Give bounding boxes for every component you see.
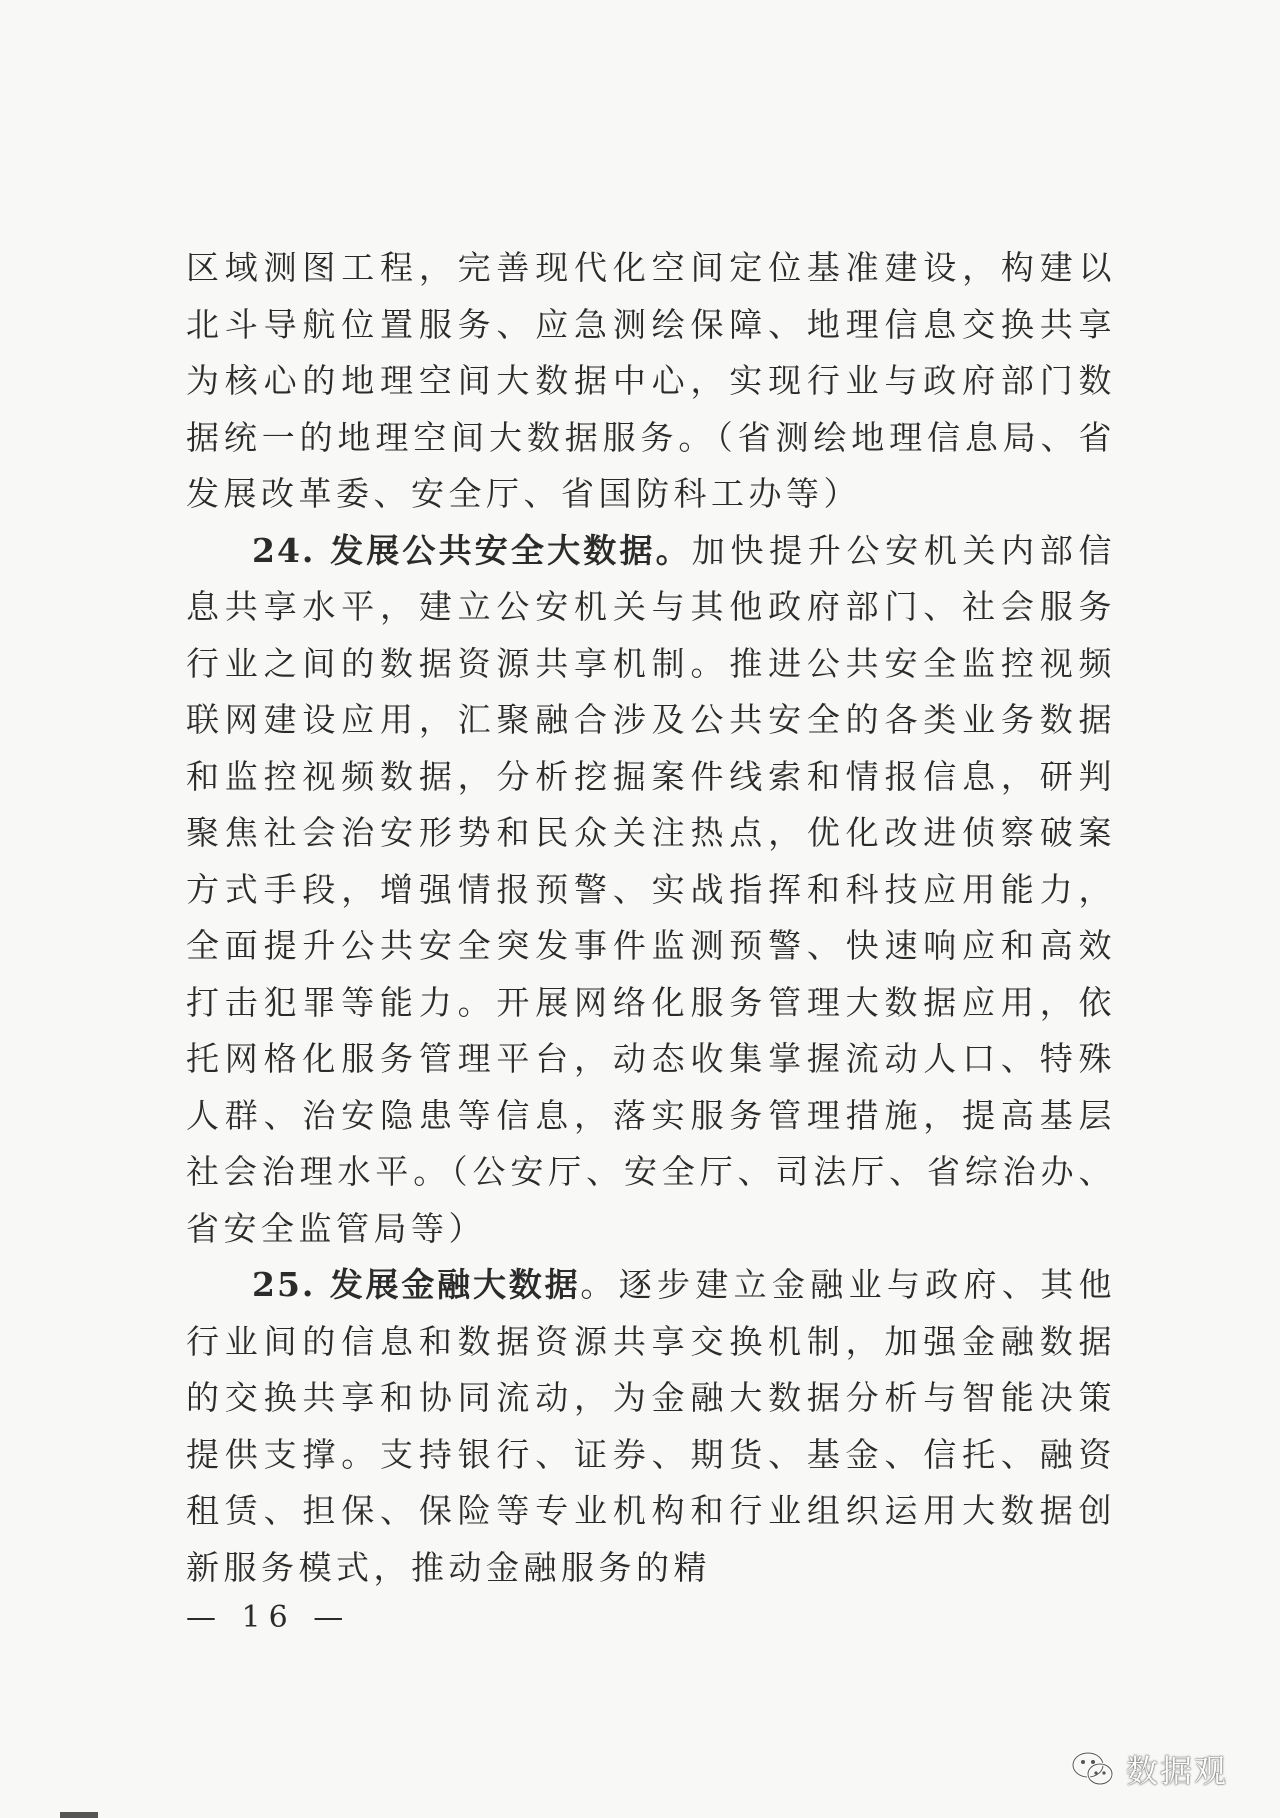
paragraph-text: 加快提升公安机关内部信息共享水平，建立公安机关与其他政府部门、社会服务行业之间的数据资源共享机制。推进公共安全监控视频联网建设应用，汇聚融合涉及公共安全的各类业务数据和监控视频数据，分析挖掘案件线索和情报信息，研判聚焦社会治安形势和民众关注热点，优化改进侦察破案方式手段，增强情报预警、实战指挥和科技应用能力，全面提升公共安全突发事件监测预警、快速响应和高效打击犯罪等能力。开展网络化服务管理大数据应用，依托网格化服务管理平台，动态收集掌握流动人口、特殊人群、治安隐患等信息，落实服务管理措施，提高基层社会治理水平。（公安厅、安全厅、司法厅、省综治办、省安全监管局等） <box>186 530 1117 1248</box>
wechat-icon <box>1070 1749 1116 1789</box>
watermark <box>1070 1746 1228 1792</box>
paragraph-text: 。逐步建立金融业与政府、其他行业间的信息和数据资源共享交换机制，加强金融数据的交换共享和协同流动，为金融大数据分析与智能决策提供支撑。支持银行、证券、期货、基金、信托、融资租赁、担保、保险等专业机构和行业组织运用大数据创新服务模式，推动金融服务的精 <box>186 1265 1117 1587</box>
watermark-text: 数据观 <box>1125 1752 1228 1790</box>
paragraph-text: 区域测图工程，完善现代化空间定位基准建设，构建以北斗导航位置服务、应急测绘保障、地理信息交换共享为核心的地理空间大数据中心，实现行业与政府部门数据统一的地理空间大数据服务。（省测绘地理信息局、省发展改革委、安全厅、省国防科工办等） <box>186 248 1116 513</box>
section-heading-24: 24. 发展公共安全大数据。 <box>252 530 692 570</box>
section-heading-25: 25. 发展金融大数据 <box>252 1265 581 1304</box>
paragraph-25 <box>186 1257 1116 1596</box>
paragraph-24 <box>186 523 1116 1258</box>
document-body <box>186 240 1116 1596</box>
scan-edge-mark <box>60 1812 98 1818</box>
paragraph-continued <box>186 240 1116 523</box>
page-number: — 16 — <box>186 1600 352 1635</box>
